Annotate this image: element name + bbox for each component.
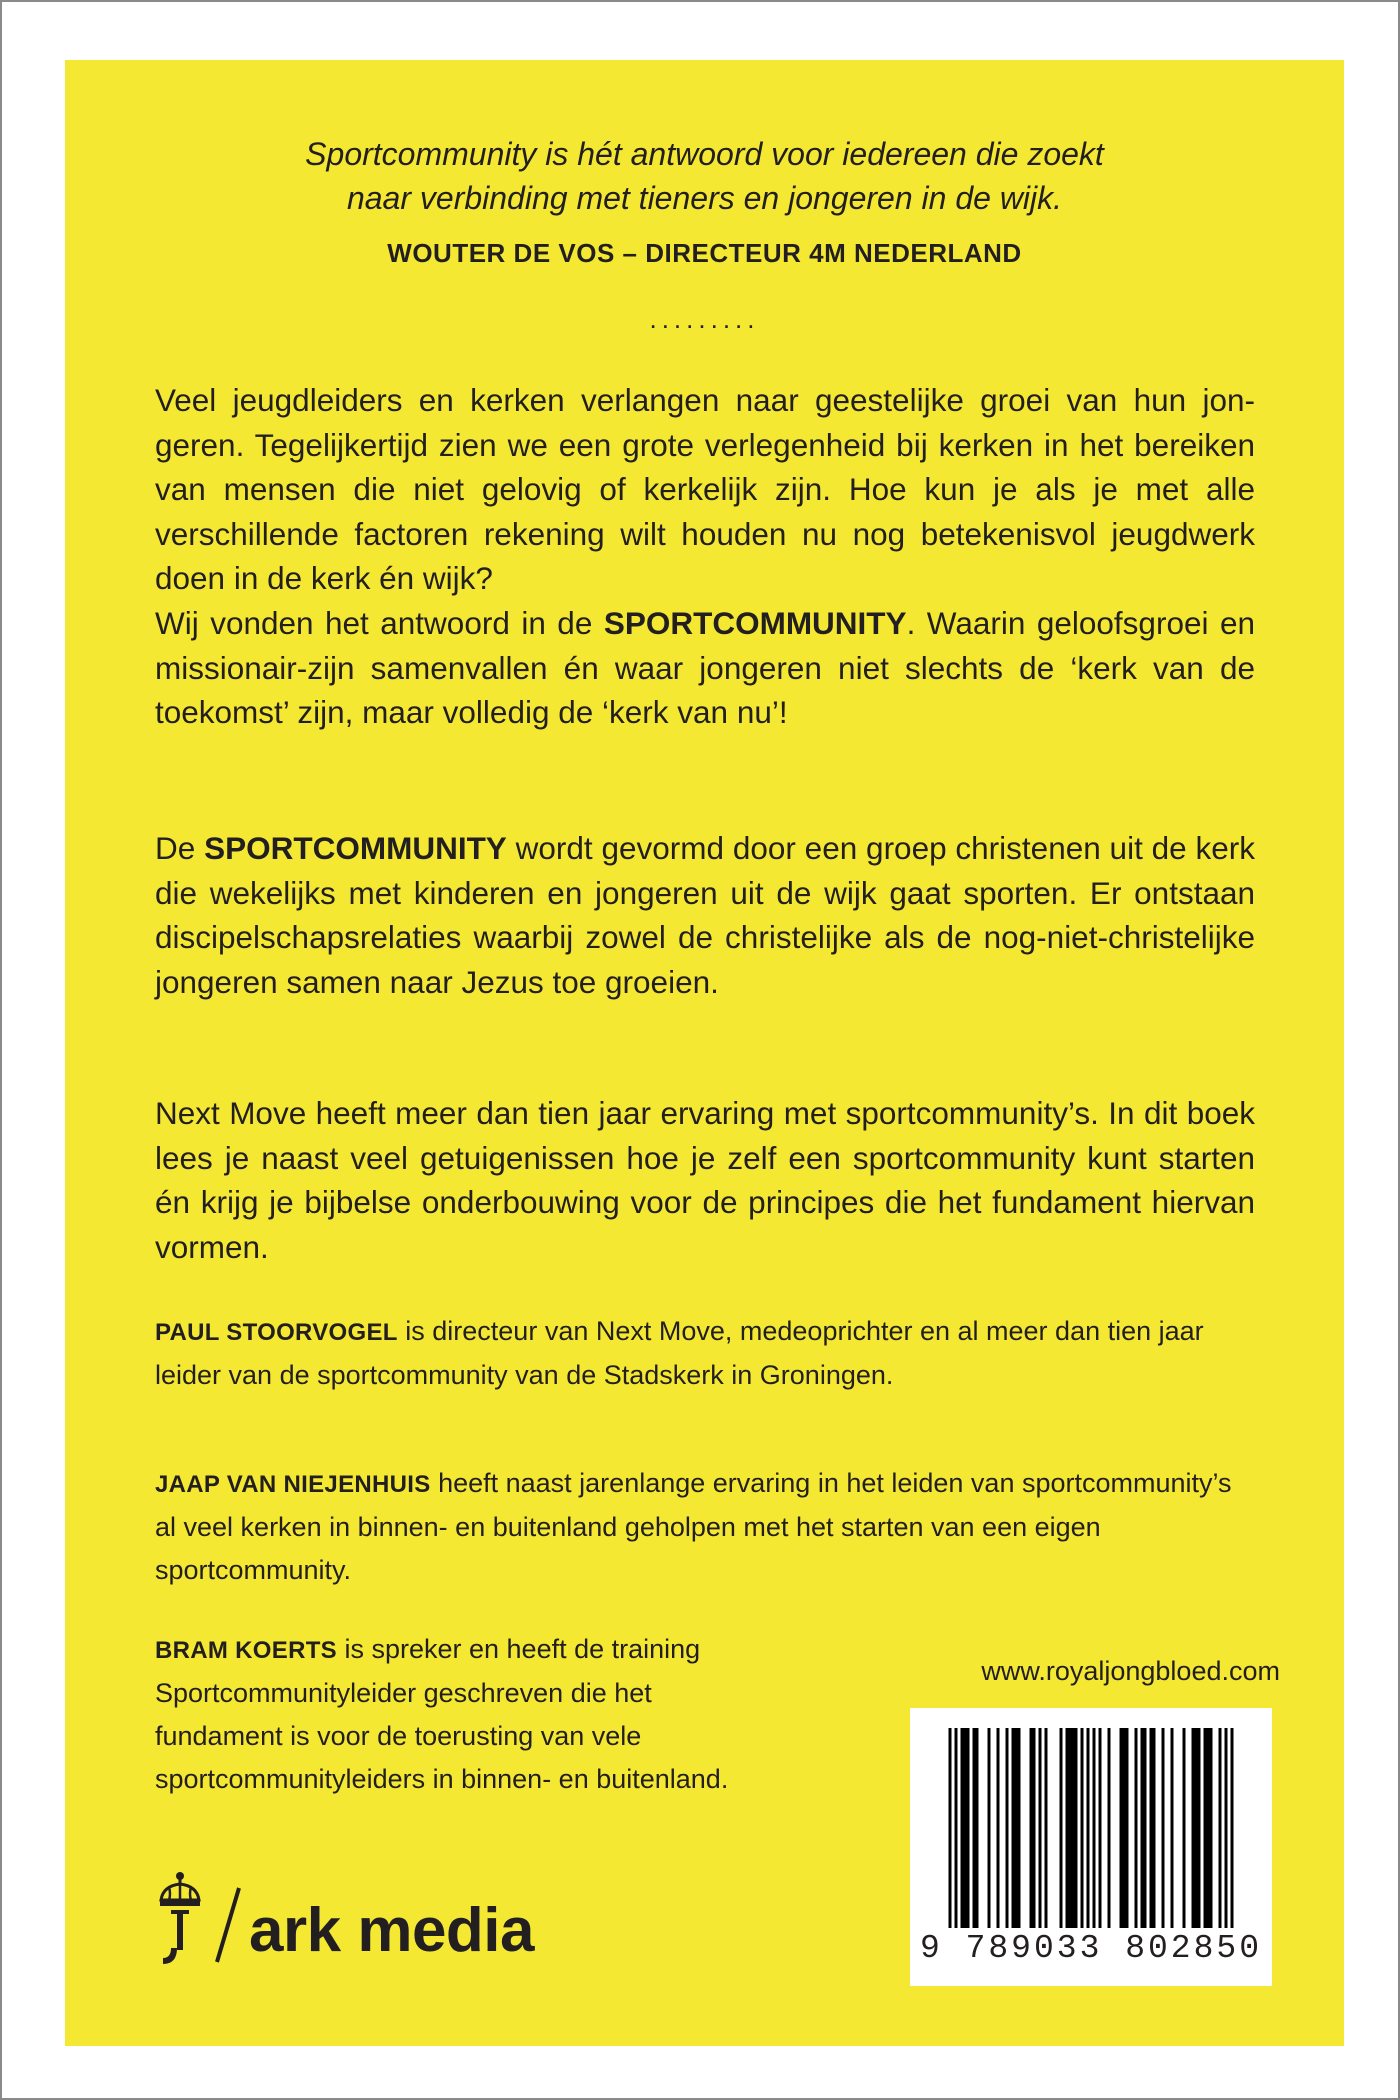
barcode-bar: [1210, 1728, 1213, 1928]
author-bio-bram: [155, 1628, 875, 1801]
answer-rest: . Waarin geloofsgroei en missionair-zijn samenvallen én waar jongeren niet slechts de ‘kerk van de toekomst’ zijn, maar volledig de ‘kerk van nu’!: [155, 604, 1255, 731]
bio-line: [155, 1628, 875, 1672]
barcode-bar: [1081, 1728, 1084, 1928]
barcode-bar: [1060, 1728, 1063, 1928]
barcode-bar: [1204, 1728, 1207, 1928]
barcode-bar: [1018, 1728, 1021, 1928]
barcode-bar: [1207, 1728, 1210, 1928]
separator-dots: .........: [649, 304, 760, 334]
barcode-bar: [1195, 1728, 1198, 1928]
author-name: JAAP VAN NIEJENHUIS: [155, 1471, 431, 1498]
publisher-website[interactable]: www.royaljongbloed.com: [981, 1656, 1280, 1686]
barcode-bar: [1162, 1728, 1165, 1928]
barcode-bar: [1072, 1728, 1075, 1928]
publisher-logo: [153, 1870, 534, 1970]
author-name: PAUL STOORVOGEL: [155, 1319, 398, 1346]
author-bio-paul: [155, 1310, 1255, 1397]
barcode-bar: [1141, 1728, 1144, 1928]
barcode-bar: [1039, 1728, 1042, 1928]
barcode-bar: [988, 1728, 991, 1928]
crown-j-icon: [153, 1870, 207, 1970]
barcode-bar: [1219, 1728, 1222, 1928]
bio-line: leider van de sportcommunity van de Stadskerk in Groningen.: [155, 1360, 894, 1390]
blurb-paragraph-1-answer: [155, 601, 1255, 735]
blurb-paragraph-3-text: Next Move heeft meer dan tien jaar ervaring met sportcommunity’s. In dit boek lees je naast veel getuigenissen hoe je zelf een sportcommunity kunt starten én krijg je bijbelse onderbouwing voor de principes die het fundament hiervan vormen.: [155, 1095, 1255, 1265]
slash-icon: [213, 1884, 243, 1964]
barcode-bar: [949, 1728, 952, 1928]
blurb-paragraph-1: [155, 378, 1255, 735]
blurb-paragraph-2-text: [155, 826, 1255, 1004]
quote-line-2: naar verbinding met tieners en jongeren in de wijk.: [346, 180, 1063, 216]
bio-line: al veel kerken in binnen- en buitenland geholpen met het starten van een eigen: [155, 1512, 1101, 1542]
barcode-bar: [1225, 1728, 1228, 1928]
barcode-bar: [1198, 1728, 1201, 1928]
barcode-bar: [1123, 1728, 1126, 1928]
paragraph-2-intro: De: [155, 830, 205, 866]
barcode-bar: [1033, 1728, 1036, 1928]
barcode-bar: [997, 1728, 1000, 1928]
isbn-barcode: [910, 1708, 1272, 1986]
bio-text: heeft naast jarenlange ervaring in het leiden van sportcommunity’s: [430, 1468, 1232, 1498]
blurb-paragraph-1-text: Veel jeugdleiders en kerken verlangen naar geestelijke groei van hun jongeren. Tegelijkertijd zien we een grote verlegenheid bij kerken in het bereiken van mensen die niet gelovig of kerkelijk zijn. Hoe kun je als je met alle verschillende factoren rekening wilt houden nu nog betekenisvol jeugdwerk doen in de kerk én wijk?: [155, 382, 1255, 597]
barcode-bar: [1093, 1728, 1096, 1928]
barcode-bar: [1120, 1728, 1123, 1928]
barcode-bars: [910, 1708, 1272, 1930]
author-bio-jaap: [155, 1462, 1255, 1592]
bio-line: [155, 1462, 1255, 1506]
barcode-bar: [967, 1728, 970, 1928]
sportcommunity-emphasis: SPORTCOMMUNITY: [204, 830, 507, 866]
back-cover: [65, 60, 1344, 2046]
publisher-name: ark media: [249, 1896, 535, 1965]
barcode-bar: [1069, 1728, 1072, 1928]
barcode-bar: [1150, 1728, 1153, 1928]
barcode-bar: [973, 1728, 976, 1928]
bio-line: [155, 1310, 1255, 1354]
barcode-bar: [961, 1728, 964, 1928]
barcode-bar: [1108, 1728, 1111, 1928]
bio-line: sportcommunityleiders in binnen- en buitenland.: [155, 1764, 729, 1794]
barcode-bar: [1144, 1728, 1147, 1928]
blurb-paragraph-2: [155, 826, 1255, 1004]
barcode-bar: [1135, 1728, 1138, 1928]
barcode-bar: [1012, 1728, 1015, 1928]
barcode-bar: [1045, 1728, 1048, 1928]
barcode-bar: [1192, 1728, 1195, 1928]
barcode-bar: [964, 1728, 967, 1928]
barcode-bar: [1015, 1728, 1018, 1928]
barcode-bar: [1075, 1728, 1078, 1928]
barcode-bar: [1066, 1728, 1069, 1928]
barcode-bar: [1126, 1728, 1129, 1928]
barcode-bar: [1153, 1728, 1156, 1928]
bio-line: fundament is voor de toerusting van vele: [155, 1721, 642, 1751]
bio-line: sportcommunity.: [155, 1555, 352, 1585]
sportcommunity-emphasis: SPORTCOMMUNITY: [603, 604, 907, 641]
bio-line: Sportcommunityleider geschreven die het: [155, 1678, 652, 1708]
author-name: BRAM KOERTS: [155, 1637, 337, 1664]
barcode-bar: [1231, 1728, 1234, 1928]
quote-line-1: Sportcommunity is hét antwoord voor iedereen die zoekt: [305, 136, 1104, 172]
bio-text: is spreker en heeft de training: [336, 1634, 701, 1664]
barcode-bar: [1030, 1728, 1033, 1928]
barcode-bar: [976, 1728, 979, 1928]
barcode-bar: [955, 1728, 958, 1928]
barcode-bar: [1183, 1728, 1186, 1928]
barcode-bar: [1006, 1728, 1009, 1928]
endorsement-quote: [65, 132, 1344, 220]
barcode-bar: [1099, 1728, 1102, 1928]
answer-intro: Wij vonden het antwoord in de: [155, 604, 604, 641]
bio-text: is directeur van Next Move, medeoprichter en al meer dan tien jaar: [397, 1316, 1204, 1346]
isbn-number: 9 789033 802850: [919, 1930, 1263, 1967]
barcode-bar: [1171, 1728, 1174, 1928]
quote-author: WOUTER DE VOS – DIRECTEUR 4M NEDERLAND: [387, 238, 1022, 268]
barcode-bar: [1087, 1728, 1090, 1928]
paragraph-2-rest: wordt gevormd door een groep christenen uit de kerk die wekelijks met kinderen en jongeren uit de wijk gaat sporten. Er ontstaan discipelschapsrelaties waarbij zowel de christelijke als de nog-niet-christelijke jongeren samen naar Jezus toe groeien.: [155, 830, 1255, 1000]
blurb-paragraph-3: [155, 1091, 1255, 1269]
